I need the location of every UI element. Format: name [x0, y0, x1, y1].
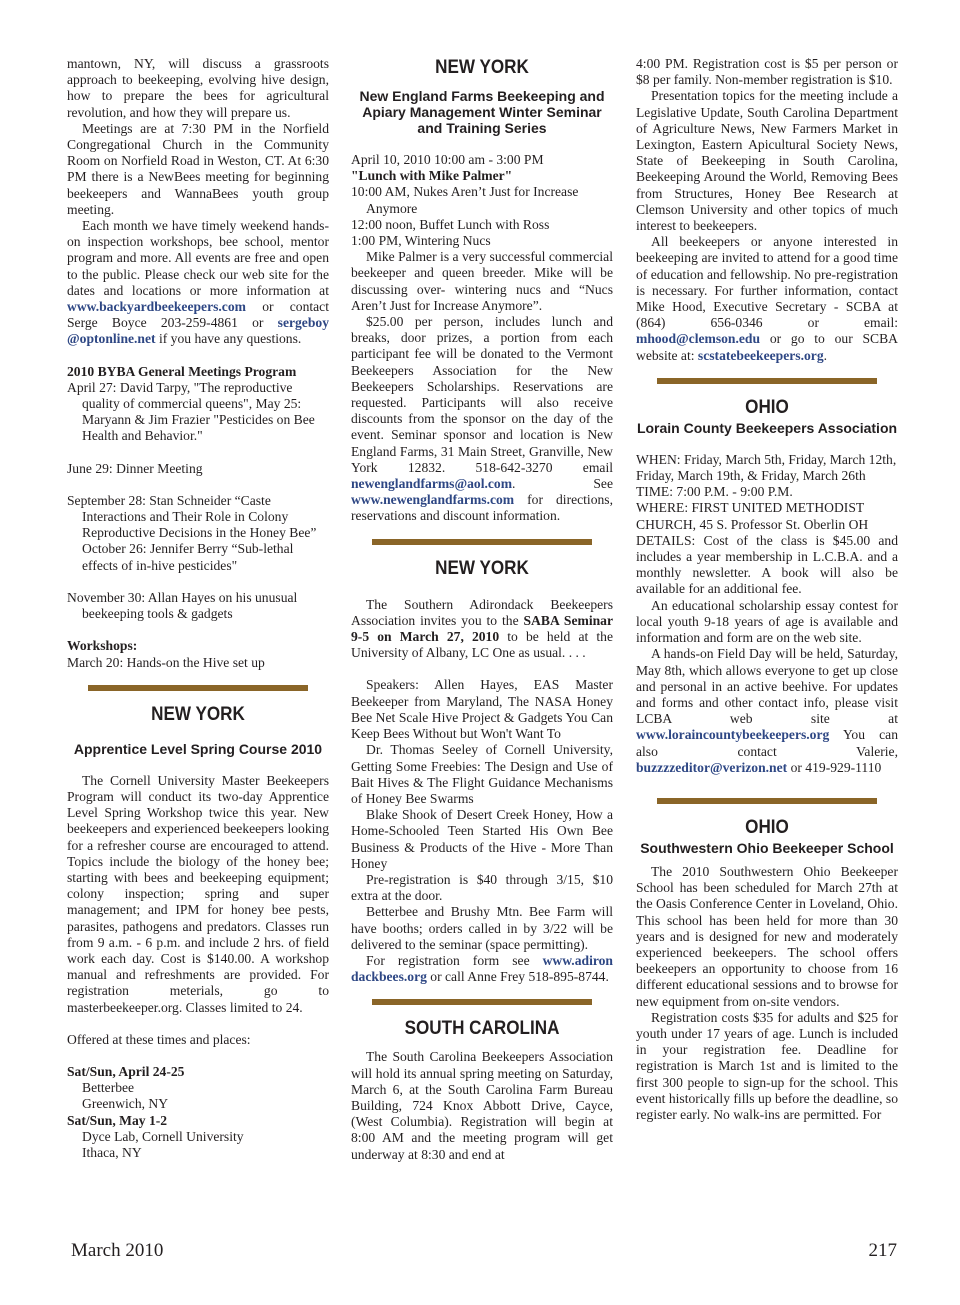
website-link[interactable]: www.newenglandfarms.com [351, 492, 515, 508]
column-left [67, 56, 329, 1161]
section-heading: OHIO [745, 396, 789, 418]
paragraph [636, 646, 898, 776]
section-subheading: New England Farms Beekeeping and Apiary Management Winter Seminar and Training Series [359, 88, 605, 136]
program-title: 2010 BYBA General Meetings Program [67, 363, 297, 379]
paragraph [351, 314, 613, 525]
paragraph: Dr. Thomas Seeley of Cornell University, Getting Some Freebies: The Design and Use of Bait Hives & The Flight Guidance Mechanisms of Honey Bee Swarms [351, 742, 613, 806]
schedule-item: 1:00 PM, Wintering Nucs [351, 233, 491, 249]
paragraph: The South Carolina Beekeepers Association will hold its annual spring meeting on Saturday, March 6, at the South Carolina Farm Bureau Building, 724 Knox Abbott Drive, Cayce, (West Columbia). Registration will begin at 8:00 AM and the meeting program will get underway at 8:30 and end at [351, 1049, 613, 1162]
text: or call Anne Frey 518-895-8744. [426, 969, 609, 985]
paragraph [636, 234, 898, 364]
program-item: September 28: Stan Schneider “Caste Interactions and Their Role in Colony Reproductive Decisions in the Honey Bee” October 26: Jennifer Berry “Sub-lethal effects of in-hive pesticides" [67, 492, 317, 573]
session-date: Sat/Sun, May 1-2 [67, 1112, 168, 1128]
text: to be held at the University of Albany, LC One as usual. . . . [351, 629, 613, 661]
text: All beekeepers or anyone interested in beekeeping are invited to attend for a good time of education and fellowship. No pre-registration is necessary. For further information, contact Mike Hood, Executive Secretary - SCBA at (864) 656-0346 or email: [636, 234, 898, 331]
session-place: Ithaca, NY [82, 1144, 142, 1160]
section-divider [372, 999, 592, 1005]
paragraph: 4:00 PM. Registration cost is $5 per person or $8 per family. Non-member registration is $10. [636, 56, 898, 88]
event-date: April 10, 2010 10:00 am - 3:00 PM [351, 152, 544, 167]
section-divider [372, 539, 592, 545]
email-link[interactable]: mhood@clemson.edu [636, 331, 761, 347]
section-heading: NEW YORK [435, 57, 529, 78]
column-middle [351, 56, 613, 1163]
paragraph [351, 953, 613, 985]
paragraph: Pre-registration is $40 through 3/15, $10 extra at the door. [351, 871, 613, 904]
program-item: November 30: Allan Hayes on his unusual beekeeping tools & gadgets [67, 589, 298, 622]
section-divider [88, 685, 308, 691]
text: $25.00 per person, includes lunch and breaks, door prizes, a portion from each participant fee will be donated to the Vermont Beekeepers Association for the New Beekeepers Scholarships. Reservations are requested. Participants will also receive discounts from the sponsor on the day of the event. Seminar sponsor and location is New England Farms, 31 Main Street, Granville, New York 12832. 518-642-3270 email [351, 314, 613, 475]
text: You can also contact Valerie, [636, 727, 898, 759]
text: for directions, reservations and discount information. [351, 492, 613, 524]
footer-date: March 2010 [71, 1240, 164, 1261]
section-divider [657, 798, 877, 804]
text: or contact Serge Boyce 203-259-4861 or [67, 299, 329, 331]
website-link[interactable]: www.backyardbeekeepers.com [67, 299, 246, 315]
event-title: "Lunch with Mike Palmer" [351, 168, 513, 184]
section-heading: NEW YORK [151, 703, 245, 725]
section-divider [657, 378, 877, 384]
text: . [823, 347, 828, 363]
session-place: Greenwich, NY [82, 1096, 169, 1112]
paragraph: Mike Palmer is a very successful commercial beekeeper and queen breeder. Mike will be discussing over- wintering nucs and “Nucs Aren’t Just for Increase Anymore”. [351, 249, 613, 313]
section-heading: SOUTH CAROLINA [404, 1018, 560, 1040]
program-item: April 27: David Tarpy, "The reproductive quality of commercial queens", May 25: Maryann & Jim Frazier "Pesticides on Bee Health and Behavior." [67, 379, 315, 444]
section-heading: OHIO [745, 816, 789, 838]
paragraph: The 2010 Southwestern Ohio Beekeeper School has been scheduled for March 27th at the Oasis Conference Center in Loveland, Ohio. This school has been held for more than 30 years and is designed for new and moderately experienced beekeepers. The school offers beekeepers an opportunity to choose from 16 different educational sessions and to browse for new equipment from on-site vendors. [636, 863, 898, 1009]
schedule-item: 10:00 AM, Nukes Aren’t Just for Increase Anymore [351, 184, 579, 216]
text: or 419-929-1110 [787, 759, 882, 775]
text: A hands-on Field Day will be held, Saturday, May 8th, which allows everyone to get up close and personal in an active beehive. For updates and forms and other contact info, please visit LCBA web site at [636, 646, 898, 727]
session-place: Dyce Lab, Cornell University [82, 1128, 244, 1144]
text: For registration form see [366, 952, 543, 968]
session-date: Sat/Sun, April 24-25 [67, 1063, 185, 1079]
text: The Southern Adirondack Beekeepers Association invites you to the [351, 596, 613, 628]
email-link[interactable]: buzzzzeditor@verizon.net [636, 759, 788, 775]
event-time: TIME: 7:00 P.M. - 9:00 P.M. [636, 484, 793, 500]
event-when: WHEN: Friday, March 5th, Friday, March 12th, Friday, March 19th, & Friday, March 26th [636, 451, 897, 484]
section-subheading: Lorain County Beekeepers Association [636, 419, 898, 436]
offered-label: Offered at these times and places: [67, 1031, 251, 1047]
email-link[interactable]: sergeboy @optonline.net [67, 315, 329, 347]
website-link[interactable]: www.loraincountybeekeepers.org [636, 727, 830, 743]
website-link[interactable]: scstatebeekeepers.org [697, 347, 824, 363]
workshops-text: March 20: Hands-on the Hive set up [67, 654, 265, 670]
text: Each month we have timely weekend hands-on inspection workshops, bee school, mentor program and more. All events are free and open to the public. Please check our web site for the dates and locations or more information at [67, 218, 329, 298]
event-details: DETAILS: Cost of the class is $45.00 and includes a year membership in L.C.B.A. and a monthly newsletter. A book will also be available for an additional fee. [636, 532, 898, 597]
paragraph: An educational scholarship essay contest for local youth 9-18 years of age is available and information and form are on the web site. [636, 597, 898, 646]
paragraph: Registration costs $35 for adults and $25 for youth under 17 years of age. Lunch is included in your registration fee. Deadline for registration is March 1st and is limited to the first 300 people to sign-up for the school. This event historically fills up before the deadline, so register early. No walk-ins are permitted. For [636, 1009, 898, 1122]
paragraph [67, 218, 329, 348]
paragraph: Blake Shook of Desert Creek Honey, How a Home-Schooled Teen Started His Own Bee Business & Products of the Hive - More Than Honey [351, 807, 613, 871]
session-place: Betterbee [82, 1080, 135, 1096]
paragraph: mantown, NY, will discuss a grassroots approach to beekeeping, evolving hive design, how to prepare the bees for agricultural revolution, and how they will prepare us. [67, 56, 329, 120]
program-item: June 29: Dinner Meeting [67, 460, 203, 476]
event-where: WHERE: FIRST UNITED METHODIST CHURCH, 45 S. Professor St. Oberlin OH [636, 500, 869, 532]
website-link[interactable]: www.adiron dackbees.org [351, 952, 613, 985]
column-right [636, 56, 898, 1123]
workshops-label: Workshops: [67, 638, 138, 654]
section-subheading: Southwestern Ohio Beekeeper School [640, 839, 894, 856]
paragraph [351, 597, 613, 662]
paragraph: Speakers: Allen Hayes, EAS Master Beekeeper from Maryland, The NASA Honey Bee Net Scale Hive Project & Gadgets You Can Keep Bees Without but Won't Want To [351, 677, 613, 742]
text: if you have any questions. [155, 331, 302, 347]
seminar-name: SABA Seminar 9-5 on March 27, 2010 [351, 612, 613, 645]
paragraph: Meetings are at 7:30 PM in the Norfield Congregational Church in the Community Room on Norfield Road in Weston, CT. At 6:30 PM there is a NewBees meeting for beginning beekeepers and WannaBees youth group meeting. [67, 120, 329, 217]
section-heading: NEW YORK [435, 557, 529, 579]
text: . See [512, 476, 613, 492]
paragraph: The Cornell University Master Beekeepers Program will conduct its two-day Apprentice Level Spring Workshop twice this year. New beekeepers and experienced beekeepers looking for a refresher course are encouraged to attend. Topics include the biology of the honey bee; starting with bees and beekeeping equipment; colony inspection; spring and super management; and IPM for honey bee pests, parasites, pathogens and predators. Classes run from 9 a.m. - 6 p.m. and include 2 hrs. of field work each day. Cost is $140.00. A workshop manual and refreshments are provided. For registration meterials, go to masterbeekeeper.org. Classes limited to 24. [67, 772, 329, 1015]
paragraph: Presentation topics for the meeting include a Legislative Update, South Carolina Department of Agriculture News, New Farmers Market in Lexington, Eastern Apicultural Society News, State of Beekeeping in South Carolina, Beekeeping Around the World, Removing Bees from Structures, Honey Bee Research at Clemson University and other topics of much interest to beekeepers. [636, 88, 898, 234]
paragraph: Betterbee and Brushy Mtn. Bee Farm will have booths; orders called in by 3/22 will be delivered to the seminar (space permitting). [351, 904, 613, 952]
text: or go to our SCBA website at: [636, 331, 898, 363]
schedule-item: 12:00 noon, Buffet Lunch with Ross [351, 216, 550, 232]
section-subheading: Apprentice Level Spring Course 2010 [73, 740, 323, 757]
page-number: 217 [868, 1240, 897, 1261]
email-link[interactable]: newenglandfarms@aol.com [351, 476, 513, 492]
